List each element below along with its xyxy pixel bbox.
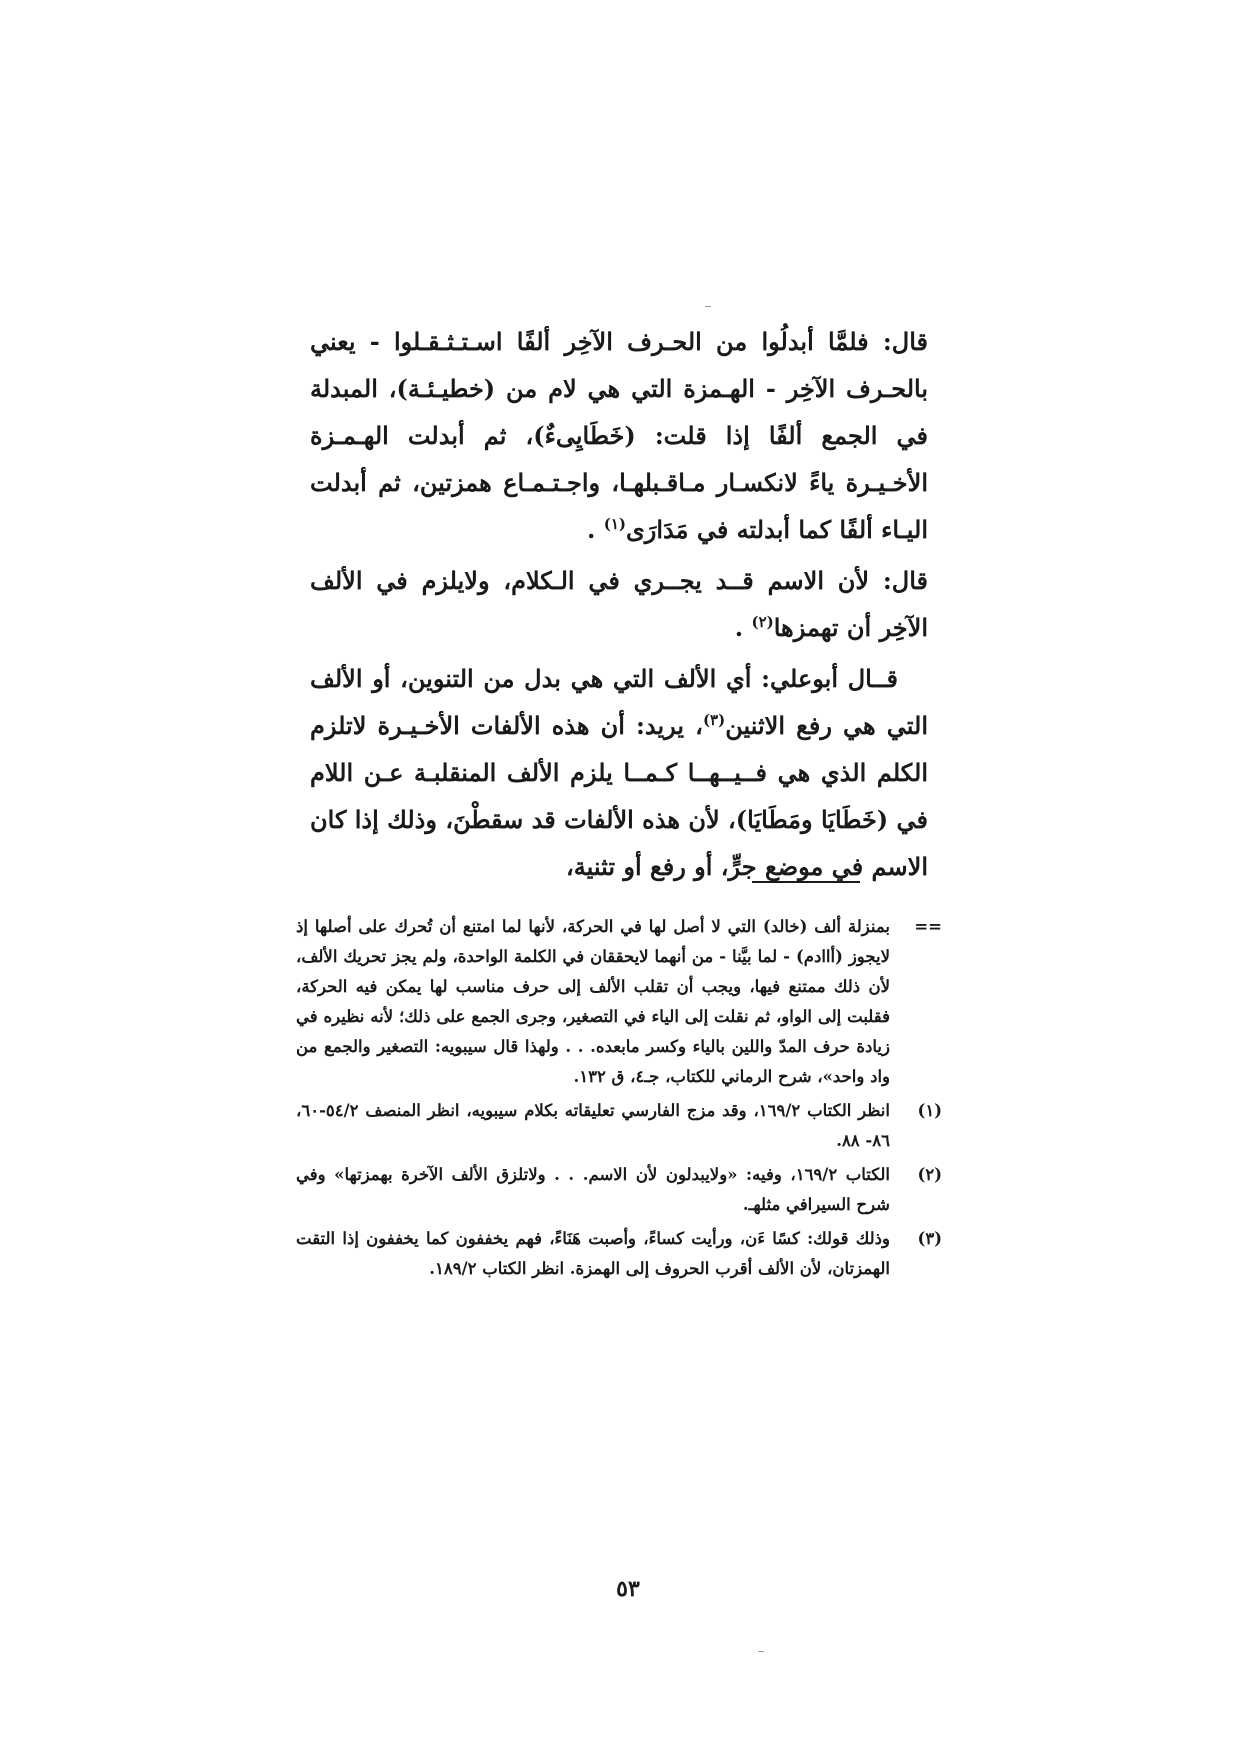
footnotes	[296, 912, 942, 1288]
paragraph-end: .	[586, 515, 596, 544]
footnote-mark: ==	[914, 917, 942, 936]
paragraph-2	[310, 557, 928, 651]
footnote	[296, 1224, 942, 1284]
footnote	[296, 1096, 942, 1156]
footnote-ref: (٣)	[702, 711, 726, 729]
speaker-label: قال:	[882, 327, 928, 356]
footnote-ref: (١)	[603, 515, 626, 533]
paragraph-end: .	[734, 613, 744, 642]
footnote-mark: (١)	[917, 1101, 942, 1120]
footnote-separator	[752, 881, 860, 883]
footnote-text: بمنزلة ألف (خالد) التي لا أصل لها في الحركة، لأنها لما امتنع أن تُحرك على أصلها إذ لايجوز (أاادم) - لما بيَّنا - من أنهما لايحققان في الكلمة الواحدة، ولم يجز تحريك الألف، لأن ذلك ممتنع فيها، ويجب أن تقلب الألف إلى حرف مناسب لها يمكن فيه الحركة، فقلبت إلى الواو، ثم نقلت إلى الياء في التصغير، وجرى الجمع على ذلك؛ لأنه نظيره في زيادة حرف المدّ واللين بالياء وكسر مابعده. . . ولهذا قال سيبويه: التصغير والجمع من واد واحد»، شرح الرماني للكتاب، جـ٤، ق ١٣٢.	[296, 917, 890, 1086]
main-text	[310, 318, 928, 894]
footnote-ref: (٢)	[751, 613, 774, 631]
page-number: ٥٣	[616, 1576, 640, 1602]
paragraph-text: فلمَّا أبدلُوا من الحـرف الآخِر ألفًا اسـتـثـقـلوا - يعني بالحـرف الآخِر - الهـمزة التي هي لام من (خطيـئـة)، المبدلة في الجمع ألفًا إذا قلت: (خَطَايِىءٌ)، ثم أبدلت الهـمـزة الأخـيـرة ياءً لانكسـار مـاقـبلهـا، واجـتـمـاع همزتين، ثم أبدلت اليـاء ألفًا كما أبدلته في مَدَارَى	[310, 327, 928, 544]
footnote-text: وذلك قولك: كسًا ءَن، ورأيت كساءً، وأصبت هَنَاءً، فهم يخففون كما يخففون إذا التقت الهمزتان، لأن الألف أقرب الحروف إلى الهمزة. انظر الكتاب ١٨٩/٢.	[296, 1229, 890, 1278]
paragraph-text: قــال أبوعلي: أي الألف التي هي بدل من التنوين، أو الألف التي هي رفع الاثنين	[310, 664, 929, 740]
paragraph-text: لأن الاسم قــد يجــري في الـكلام، ولايلزم في الألف الآخِر أن تهمزها	[310, 566, 928, 642]
footnote	[296, 912, 942, 1092]
footnote-mark: (٣)	[917, 1229, 942, 1248]
speaker-label: قال:	[882, 566, 928, 595]
paragraph-3	[310, 655, 928, 890]
footnote	[296, 1160, 942, 1220]
footnote-text: الكتاب ١٦٩/٢، وفيه: «ولايبدلون لأن الاسم. . . ولاتلزق الألف الآخرة بهمزتها» وفي شرح السيرافي مثلهـ.	[296, 1165, 891, 1214]
scan-mark-top	[705, 306, 711, 307]
paragraph-text: ، يريد: أن هذه الألفات الأخـيـرة لاتلزم الكلم الذي هي فــيــهــا كـمــا يلزم الألف المنقلبـة عـن اللام في (خَطَايَا ومَطَايَا)، لأن هذه الألفات قد سقطْنَ، وذلك إذا كان الاسم في موضع جرٍّ، أو رفع أو تثنية،	[310, 711, 928, 881]
footnote-text: انظر الكتاب ١٦٩/٢، وقد مزج الفارسي تعليقاته بكلام سيبويه، انظر المنصف ٥٤/٢-٦٠، ٨٦- ٨٨.	[296, 1101, 890, 1150]
paragraph-1	[310, 318, 928, 553]
footnote-mark: (٢)	[917, 1165, 942, 1184]
scan-mark-bottom	[758, 1651, 764, 1652]
